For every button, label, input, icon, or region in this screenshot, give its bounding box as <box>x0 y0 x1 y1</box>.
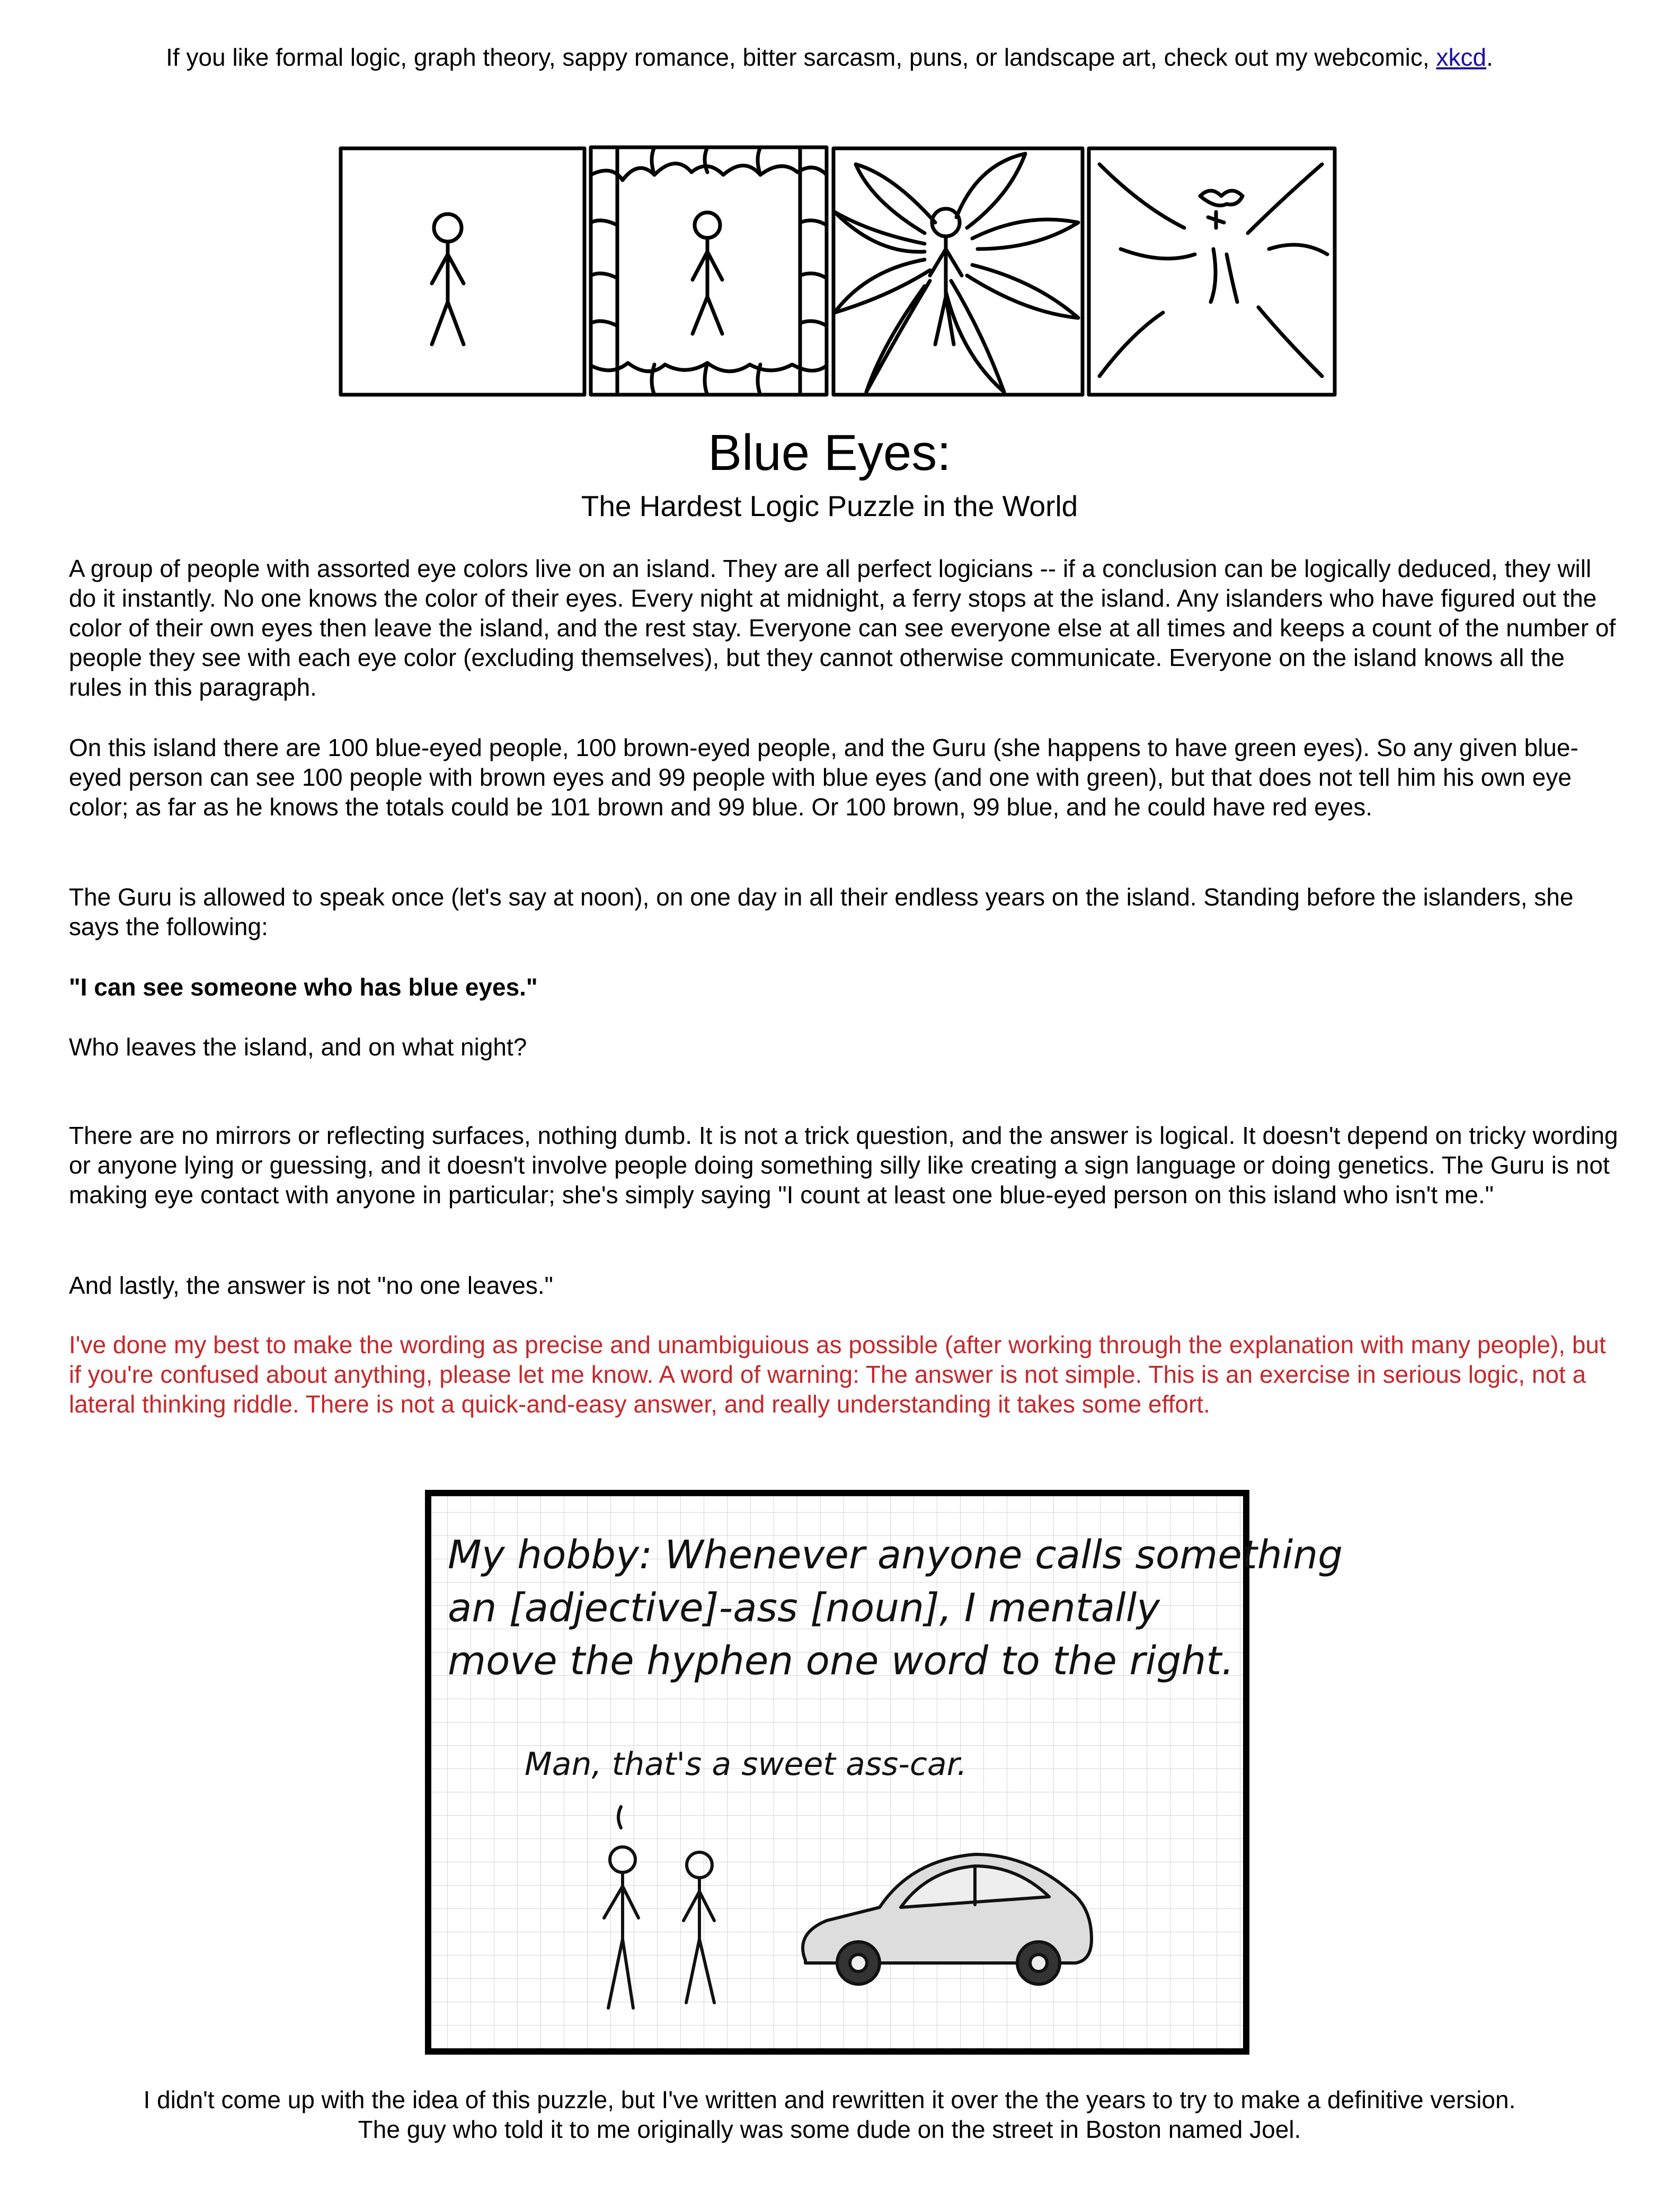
comic-speech: Man, that's a sweet ass-car. <box>525 1746 967 1783</box>
warning-paragraph <box>69 1330 1619 1419</box>
quote-text: "I can see someone who has blue eyes." <box>69 973 538 1001</box>
banner-panel-1 <box>341 148 584 395</box>
question-text: Who leaves the island, and on what night? <box>69 1033 527 1061</box>
comic-caption-line-2: an [adjective]-ass [noun], I mentally <box>448 1585 1160 1631</box>
paragraph-text: The Guru is allowed to speak once (let's say at noon), on one day in all their endless years on the island. Standing before the islanders, she says the following: <box>69 883 1574 940</box>
paragraph-island <box>69 733 1619 822</box>
paragraph-rules <box>69 554 1619 702</box>
comic-caption-line-3: move the hyphen one word to the right. <box>448 1638 1234 1684</box>
paragraph-text: There are no mirrors or reflecting surfaces, nothing dumb. It is not a trick question, and the answer is logical. It doesn't depend on tricky wording or anyone lying or guessing, and it doesn't involve people doing something silly like creating a sign language or doing genetics. The Guru is not making eye contact with anyone in particular; she's simply saying "I count at least one blue-eyed person on this island who isn't me." <box>69 1122 1618 1209</box>
paragraph-text: A group of people with assorted eye colors live on an island. They are all perfect logicians -- if a conclusion can be logically deduced, they will do it instantly. No one knows the color of their eyes. Every night at midnight, a ferry stops at the island. Any islanders who have figured out the color of their own eyes then leave the island, and the rest stay. Everyone can see everyone else at all times and keeps a count of the number of people they see with each eye color (excluding themselves), but they cannot otherwise communicate. Everyone on the island knows all the rules in this paragraph. <box>69 555 1616 701</box>
banner-comic <box>336 143 1339 400</box>
paragraph-clarifications <box>69 1121 1619 1210</box>
page-title: Blue Eyes: <box>708 424 951 481</box>
paragraph-text: On this island there are 100 blue-eyed people, 100 brown-eyed people, and the Guru (she happens to have green eyes). So any given blue-eyed person can see 100 people with brown eyes and 99 people with blue eyes (and one with green), but that does not tell him his own eye color; as far as he knows the totals could be 101 brown and 99 blue. Or 100 brown, 99 blue, and he could have red eyes. <box>69 734 1578 821</box>
banner-panel-4 <box>1089 148 1335 395</box>
paragraph-lastly <box>69 1271 1619 1300</box>
promo-text: If you like formal logic, graph theory, sappy romance, bitter sarcasm, puns, or landscape art, check out my webcomic, <box>166 43 1436 71</box>
promo-suffix: . <box>1486 43 1493 71</box>
credit-note <box>0 2085 1659 2144</box>
credit-line-2: The guy who told it to me originally was some dude on the street in Boston named Joel. <box>358 2116 1301 2143</box>
banner-panel-3 <box>833 148 1083 395</box>
comic-caption-line-1: My hobby: Whenever anyone calls something <box>448 1532 1343 1578</box>
puzzle-question <box>69 1032 1619 1062</box>
warning-text: I've done my best to make the wording as precise and unambiguious as possible (after working through the explanation with many people), but if you're confused about anything, please let me know. A word of warning: The answer is not simple. This is an exercise in serious logic, not a lateral thinking riddle. There is not a quick-and-easy answer, and really understanding it takes some effort. <box>69 1331 1606 1418</box>
hyphen-comic <box>424 1489 1343 2056</box>
banner-panel-2 <box>591 147 827 395</box>
credit-line-1: I didn't come up with the idea of this puzzle, but I've written and rewritten it over the the years to try to make a definitive version. <box>143 2086 1516 2113</box>
xkcd-link[interactable]: xkcd <box>1436 43 1487 71</box>
promo-line <box>0 42 1659 72</box>
guru-quote <box>69 972 1619 1002</box>
paragraph-guru <box>69 882 1619 941</box>
paragraph-text: And lastly, the answer is not "no one leaves." <box>69 1272 553 1299</box>
page-subtitle: The Hardest Logic Puzzle in the World <box>581 490 1078 522</box>
